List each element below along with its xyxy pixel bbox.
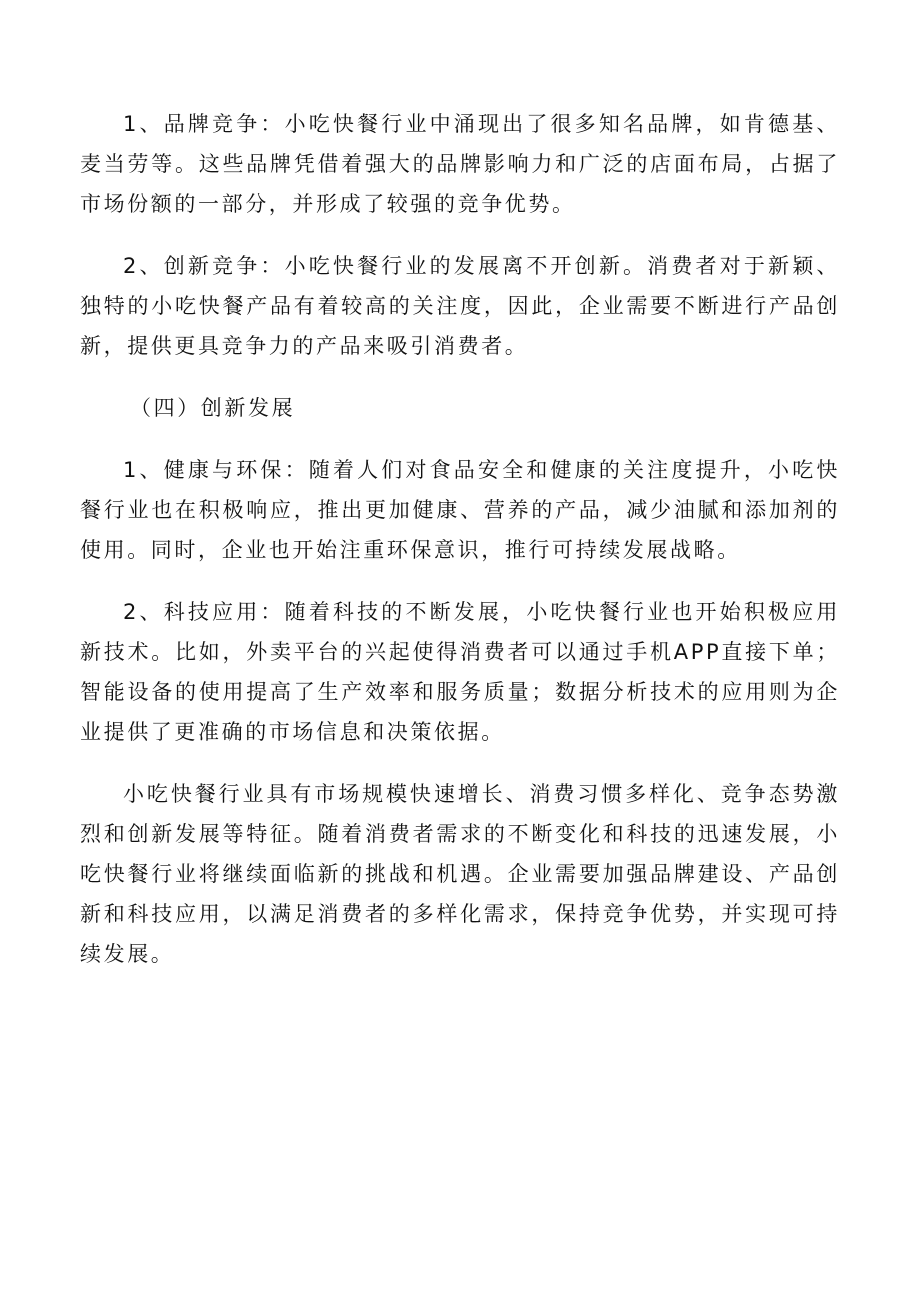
section-heading: （四）创新发展	[130, 396, 296, 420]
paragraph-brand-competition: 1、品牌竞争：小吃快餐行业中涌现出了很多知名品牌，如肯德基、麦当劳等。这些品牌凭借着强大的品牌影响力和广泛的店面布局，占据了市场份额的一部分，并形成了较强的竞争优势。	[80, 112, 840, 216]
paragraph-summary: 小吃快餐行业具有市场规模快速增长、消费习惯多样化、竞争态势激烈和创新发展等特征。随着消费者需求的不断变化和科技的迅速发展，小吃快餐行业将继续面临新的挑战和机遇。企业需要加强品牌建设、产品创新和科技应用，以满足消费者的多样化需求，保持竞争优势，并实现可持续发展。	[80, 782, 840, 966]
paragraph-health-environment: 1、健康与环保：随着人们对食品安全和健康的关注度提升，小吃快餐行业也在积极响应，推出更加健康、营养的产品，减少油腻和添加剂的使用。同时，企业也开始注重环保意识，推行可持续发展战略。	[80, 458, 840, 562]
document-body	[80, 104, 840, 974]
paragraph-innovation-competition: 2、创新竞争：小吃快餐行业的发展离不开创新。消费者对于新颖、独特的小吃快餐产品有着较高的关注度，因此，企业需要不断进行产品创新，提供更具竞争力的产品来吸引消费者。	[80, 254, 840, 358]
paragraph-technology-application: 2、科技应用：随着科技的不断发展，小吃快餐行业也开始积极应用新技术。比如，外卖平台的兴起使得消费者可以通过手机APP直接下单；智能设备的使用提高了生产效率和服务质量；数据分析技术的应用则为企业提供了更准确的市场信息和决策依据。	[80, 600, 840, 744]
